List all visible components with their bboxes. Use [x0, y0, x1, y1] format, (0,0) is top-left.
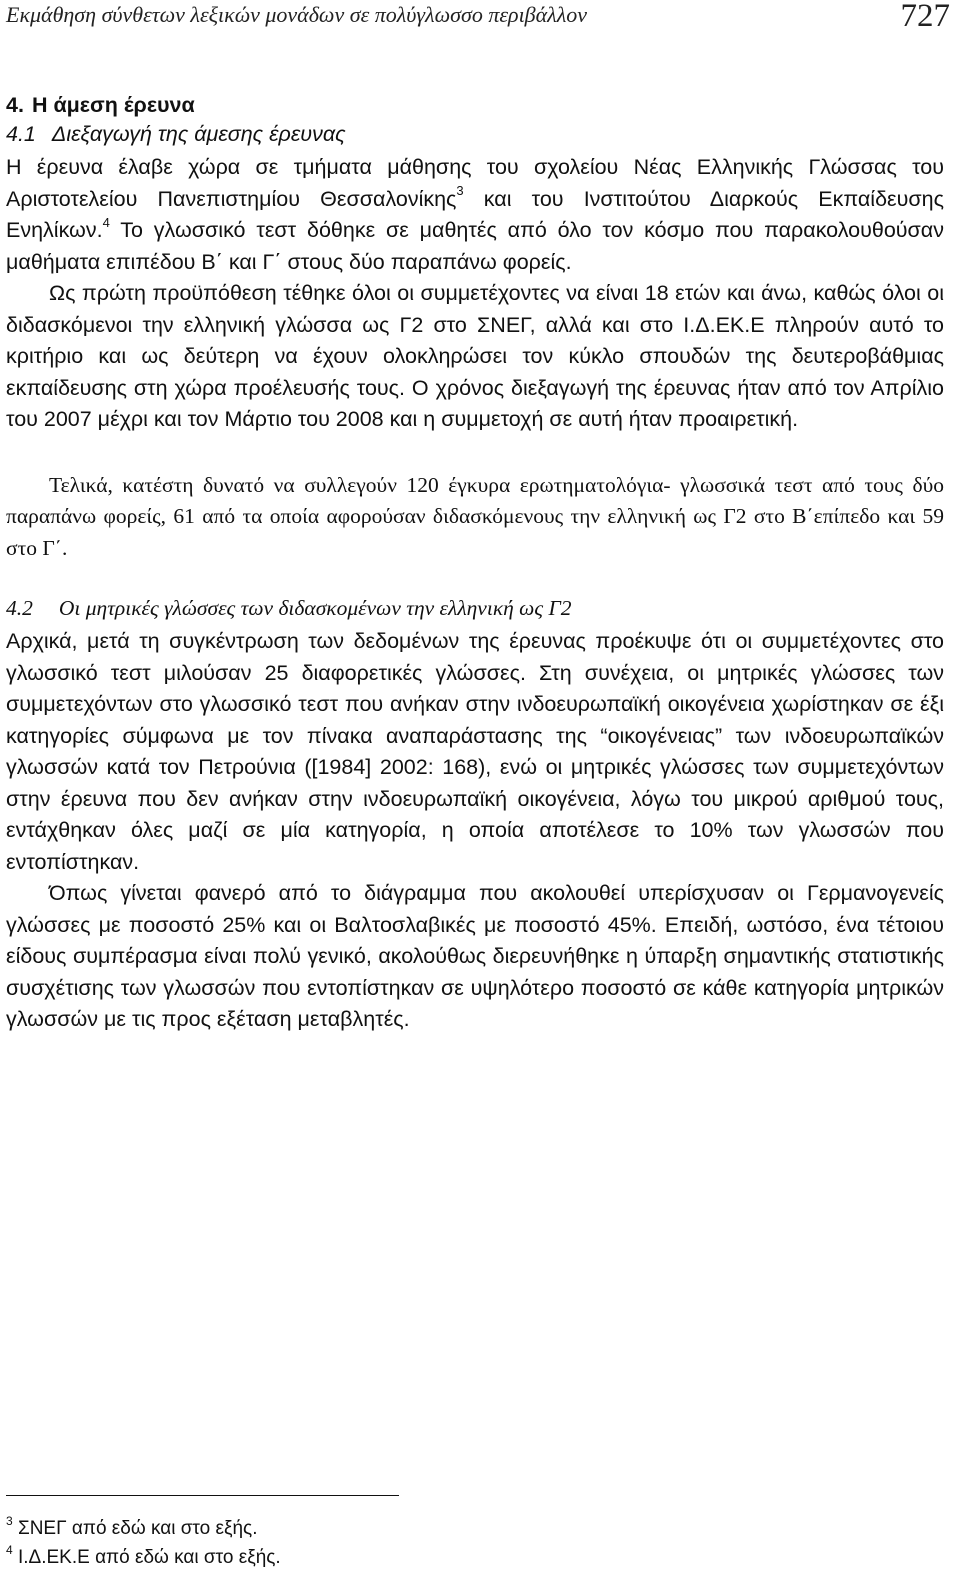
paragraph-text: Το γλωσσικό τεστ δόθηκε σε μαθητές από όλο τον κόσμο που παρακολουθούσαν μαθήματα επιπέδου Β΄ και Γ΄ στους δύο παραπάνω φορείς.: [6, 218, 944, 274]
footnote: [6, 1543, 281, 1572]
subsection-number: 4.1: [6, 122, 36, 146]
subsection-number: 4.2: [6, 596, 33, 620]
running-header: [6, 0, 950, 40]
section-title: Η άμεση έρευνα: [31, 93, 195, 117]
footnote-ref: 4: [102, 214, 110, 230]
subsection-title: Οι μητρικές γλώσσες των διδασκομένων την ελληνική ως Γ2: [58, 596, 572, 620]
footnote-text: ΣΝΕΓ από εδώ και στο εξής.: [12, 1518, 258, 1539]
footnote-mark: 4: [6, 1542, 13, 1557]
paragraph: [6, 152, 944, 278]
footnote-ref: 3: [456, 183, 464, 199]
running-title: Εκμάθηση σύνθετων λεξικών μονάδων σε πολύγλωσσο περιβάλλον: [6, 2, 588, 27]
section-4-1-heading: [6, 122, 346, 147]
page-number: 727: [900, 0, 950, 34]
paragraph: Αρχικά, μετά τη συγκέντρωση των δεδομένων της έρευνας προέκυψε ότι οι συμμετέχοντες στο γλωσσικό τεστ μιλούσαν 25 διαφορετικές γλώσσες. Στη συνέχεια, οι μητρικές γλώσσες των συμμετεχόντων στο γλωσσικό τεστ που ανήκαν στην ινδοευρωπαϊκή οικογένεια χωρίστηκαν σε έξι κατηγορίες σύμφωνα με τον πίνακα αναπαράστασης της “οικογένειας” των ινδοευρωπαϊκών γλωσσών κατά τον Πετρούνια ([1984] 2002: 168), ενώ οι μητρικές γλώσσες των συμμετεχόντων στην έρευνα που δεν ανήκαν στην ινδοευρωπαϊκή οικογένεια, λόγω του μικρού αριθμού τους, εντάχθηκαν όλες μαζί σε μία κατηγορία, η οποία αποτέλεσε το 10% των γλωσσών που εντοπίστηκαν.: [6, 629, 944, 874]
footnotes: [6, 1514, 281, 1572]
paragraph-text: και του Ινστιτούτου Διαρκούς Εκπαίδευσης Ενηλίκων.: [6, 186, 944, 242]
section-number: 4.: [6, 93, 24, 117]
footnote-text: Ι.Δ.ΕΚ.Ε από εδώ και στο εξής.: [12, 1547, 281, 1568]
footnote-divider: [6, 1495, 399, 1496]
section-4-1-body: [6, 152, 944, 436]
section-4-2-body: [6, 626, 944, 1036]
section-4-1-conclusion: [6, 470, 944, 564]
subsection-title: Διεξαγωγή της άμεσης έρευνας: [51, 122, 346, 146]
paragraph-text: Η έρευνα έλαβε χώρα σε τμήματα μάθησης του σχολείου Νέας Ελληνικής Γλώσσας του Αριστοτελείου Πανεπιστημίου Θεσσαλονίκης: [6, 155, 944, 211]
footnote: [6, 1514, 281, 1543]
footnote-mark: 3: [6, 1513, 13, 1528]
section-4-2-heading: [6, 596, 571, 621]
paragraph: Ως πρώτη προϋπόθεση τέθηκε όλοι οι συμμετέχοντες να είναι 18 ετών και άνω, καθώς όλοι οι διδασκόμενοι την ελληνική γλώσσα ως Γ2 στο ΣΝΕΓ, αλλά και στο Ι.Δ.ΕΚ.Ε πληρούν αυτό το κριτήριο και ως δεύτερη να έχουν ολοκληρώσει τον κύκλο σπουδών της δευτεροβάθμιας εκπαίδευσης στη χώρα προέλευσής τους. Ο χρόνος διεξαγωγή της έρευνας ήταν από τον Απρίλιο του 2007 μέχρι και τον Μάρτιο του 2008 και η συμμετοχή σε αυτή ήταν προαιρετική.: [6, 281, 944, 431]
paragraph: Όπως γίνεται φανερό από το διάγραμμα που ακολουθεί υπερίσχυσαν οι Γερμανογενείς γλώσσες με ποσοστό 25% και οι Βαλτοσλαβικές με ποσοστό 45%. Επειδή, ωστόσο, ένα τέτοιου είδους συμπέρασμα είναι πολύ γενικό, ακολούθως διερευνήθηκε η ύπαρξη σημαντικής στατιστικής συσχέτισης των γλωσσών που εντοπίστηκαν σε υψηλότερο ποσοστό σε κάθε κατηγορία μητρικών γλωσσών με τις προς εξέταση μεταβλητές.: [6, 881, 944, 1031]
section-4-heading: [6, 93, 195, 118]
paragraph: Τελικά, κατέστη δυνατό να συλλεγούν 120 έγκυρα ερωτηματολόγια- γλωσσικά τεστ από τους δύο παραπάνω φορείς, 61 από τα οποία αφορούσαν διδασκόμενους την ελληνική ως Γ2 στο Β΄επίπεδο και 59 στο Γ΄.: [6, 473, 944, 560]
